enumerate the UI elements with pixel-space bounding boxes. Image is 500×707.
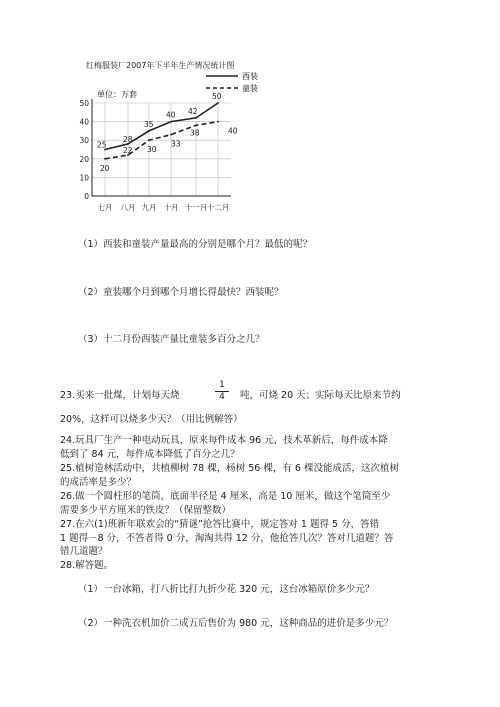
legend-label-suit: 西装 [242,72,258,81]
data-label: 35 [144,119,154,129]
data-label: 40 [166,110,176,120]
fraction-denominator: 4 [219,392,225,402]
x-tick-label: 十二月 [206,203,230,212]
q26 [60,490,390,517]
q24-line1: 24.玩具厂生产一种电动玩具，原来每件成本 96 元，技术革新后，每件成本降 [60,435,388,446]
data-point [148,130,150,132]
data-label: 40 [228,126,238,136]
data-point [148,139,150,141]
legend-label-kids: 童装 [242,84,258,93]
q27-line2: 1 题得－8 分，不答者得 0 分，淘淘共得 12 分，他抢答几次？答对几道题？答 [60,532,394,544]
data-label: 22 [123,146,133,156]
q26-line1: 26.做一个圆柱形的笔筒，底面半径是 4 厘米，高是 10 厘米，做这个笔筒至少 [60,491,391,502]
data-label: 20 [100,163,110,173]
q23-line2: 20%，这样可以烧多少天？（用比例解答） [60,414,243,425]
q23-part1: 23.买来一批煤，计划每天烧 [60,390,180,401]
q25-line1: 25.植树造林活动中，共植柳树 78 棵，杨树 56 棵，有 6 棵没能成活，这次植树 [60,463,399,474]
data-point [170,121,172,123]
y-tick-label: 20 [79,154,89,164]
chart-legend [206,71,258,93]
q28-sub1: （1）一台冰箱，打八折比打九折少花 320 元，这台冰箱原价多少元？ [78,584,375,595]
data-label: 30 [147,145,157,155]
series-line-0 [105,103,218,150]
x-tick-label: 八月 [120,203,136,212]
chart-title: 红梅服装厂2007年下半年生产情况统计图 [86,61,235,70]
q25-line2: 的成活率是多少？ [60,476,137,488]
q27-line3: 错几道题？ [60,546,108,557]
x-tick-label: 十月 [163,203,179,212]
q25 [60,462,399,489]
q23-part2: 吨，可烧 20 天；实际每天比原来节约 [240,390,401,401]
q27-line1: 27.在六(1)班新年联欢会的“猜谜”抢答比赛中，规定答对 1 题得 5 分，答错 [60,519,380,530]
q26-line2: 需要多少平方厘米的铁皮？（保留整数） [60,504,232,516]
q24-line2: 低到了 84 元，每件成本降低了百分之几？ [60,448,240,460]
data-point [170,134,172,136]
x-tick-label: 九月 [141,203,157,212]
question-2: （2）童装哪个月到哪个月增长得最快？西装呢？ [78,287,284,298]
y-tick-label: 0 [84,192,89,201]
q28-sub2: （2）一种洗衣机加价二成五后售价为 980 元，这种商品的进价是多少元？ [78,618,394,629]
y-tick-label: 10 [79,173,89,183]
data-point [195,124,197,126]
x-tick-label: 十一月 [184,203,208,212]
chart-unit-label: 单位：万套 [97,90,137,99]
chart-axes [79,99,231,212]
data-label: 28 [123,134,133,144]
data-point [217,121,219,123]
data-label: 38 [190,128,200,138]
q28-title: 28.解答题。 [60,560,114,571]
y-tick-label: 40 [79,117,89,127]
data-label: 50 [212,92,222,101]
y-tick-label: 50 [79,99,89,108]
q23-fraction [215,380,229,403]
data-label: 33 [171,139,181,149]
q24 [60,434,388,461]
question-1: （1）西装和童装产量最高的分别是哪个月？最低的呢？ [78,239,313,250]
data-label: 25 [97,140,107,150]
x-tick-label: 七月 [97,203,113,212]
question-3: （3）十二月份西装产量比童装多百分之几？ [78,334,265,345]
data-point [195,117,197,119]
chart-marks [97,92,238,173]
y-tick-label: 30 [79,136,89,146]
data-label: 42 [188,106,198,116]
data-point [217,102,219,104]
fraction-numerator: 1 [215,380,229,392]
data-point [104,158,106,160]
q27 [60,518,393,559]
